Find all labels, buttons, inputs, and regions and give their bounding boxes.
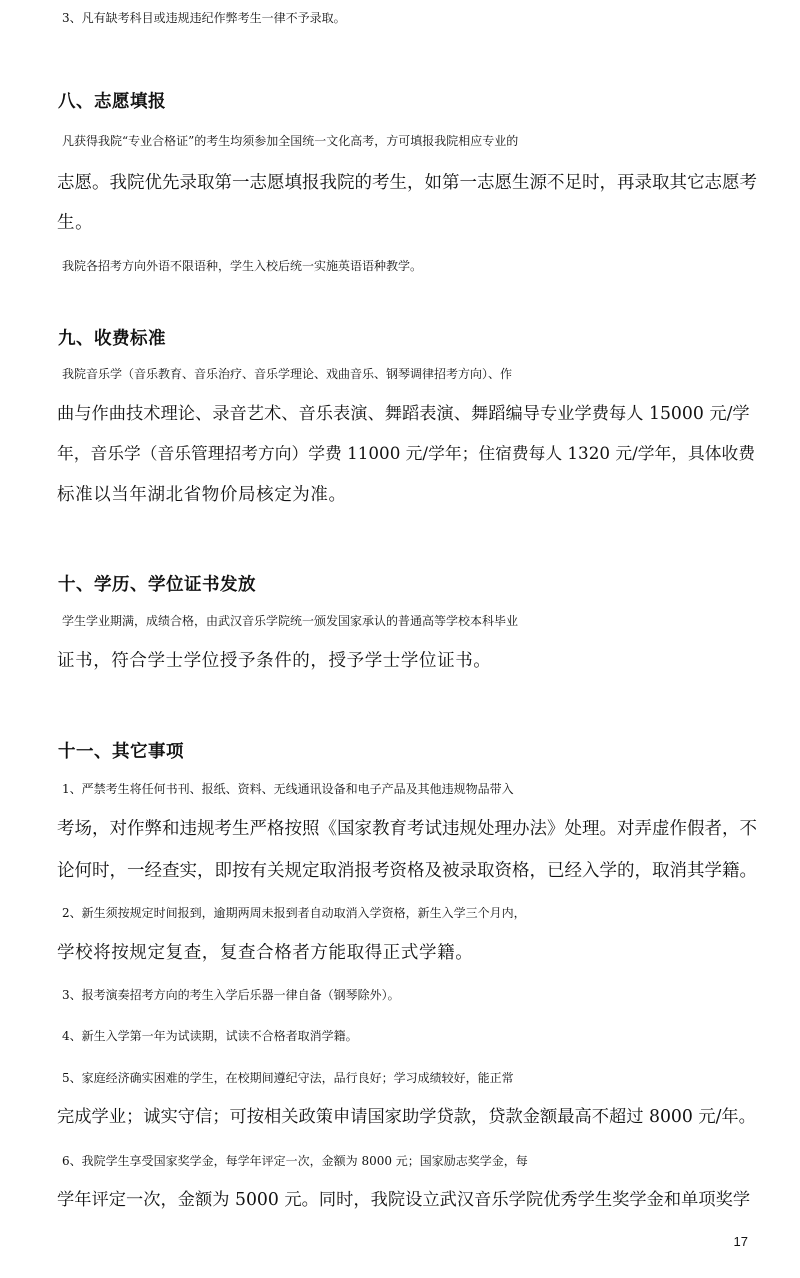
text-line: 完成学业；诚实守信；可按相关政策申请国家助学贷款，贷款金额最高不超过 8000 元/年。	[57, 1107, 756, 1127]
text-line: 标准以当年湖北省物价局核定为准。	[57, 485, 347, 505]
text-line: 我院音乐学（音乐教育、音乐治疗、音乐学理论、戏曲音乐、钢琴调律招考方向）、作	[62, 367, 513, 381]
text-line: 学校将按规定复查，复查合格者方能取得正式学籍。	[57, 943, 474, 963]
text-line: 论何时，一经查实，即按有关规定取消报考资格及被录取资格，已经入学的，取消其学籍。	[57, 861, 757, 881]
text-line: 志愿。我院优先录取第一志愿填报我院的考生，如第一志愿生源不足时，再录取其它志愿考	[57, 173, 757, 193]
text-line: 年，音乐学（音乐管理招考方向）学费 11000 元/学年；住宿费每人 1320 元/学年，具体收费	[57, 443, 755, 463]
section-heading-11: 十一、其它事项	[58, 742, 184, 762]
text-line: 凡获得我院“专业合格证”的考生均须参加全国统一文化高考，方可填报我院相应专业的	[62, 134, 519, 148]
section-heading-10: 十、学历、学位证书发放	[58, 575, 256, 595]
text-line: 3、报考演奏招考方向的考生入学后乐器一律自备（钢琴除外）。	[62, 988, 400, 1002]
text-line: 考场，对作弊和违规考生严格按照《国家教育考试违规处理办法》处理。对弄虚作假者，不	[57, 819, 757, 839]
text-line: 生。	[57, 213, 94, 233]
section-heading-8: 八、志愿填报	[58, 92, 166, 112]
text-line: 学年评定一次，金额为 5000 元。同时，我院设立武汉音乐学院优秀学生奖学金和单项奖学	[57, 1190, 751, 1210]
text-line: 4、新生入学第一年为试读期，试读不合格者取消学籍。	[62, 1029, 358, 1043]
text-line: 证书，符合学士学位授予条件的，授予学士学位证书。	[57, 651, 492, 671]
text-line: 我院各招考方向外语不限语种，学生入校后统一实施英语语种教学。	[62, 259, 423, 273]
text-line: 3、凡有缺考科目或违规违纪作弊考生一律不予录取。	[62, 11, 346, 25]
text-line: 学生学业期满，成绩合格，由武汉音乐学院统一颁发国家承认的普通高等学校本科毕业	[62, 614, 519, 628]
page-number: 17	[733, 1234, 748, 1249]
section-heading-9: 九、收费标准	[58, 329, 166, 349]
text-line: 6、我院学生享受国家奖学金，每学年评定一次，金额为 8000 元；国家励志奖学金，每	[62, 1154, 528, 1168]
text-line: 1、严禁考生将任何书刊、报纸、资料、无线通讯设备和电子产品及其他违规物品带入	[62, 782, 514, 796]
text-line: 2、新生须按规定时间报到，逾期两周未报到者自动取消入学资格，新生入学三个月内，	[62, 906, 526, 920]
text-line: 曲与作曲技术理论、录音艺术、音乐表演、舞蹈表演、舞蹈编导专业学费每人 15000 元/学	[57, 404, 750, 424]
text-line: 5、家庭经济确实困难的学生，在校期间遵纪守法，品行良好；学习成绩较好，能正常	[62, 1071, 514, 1085]
